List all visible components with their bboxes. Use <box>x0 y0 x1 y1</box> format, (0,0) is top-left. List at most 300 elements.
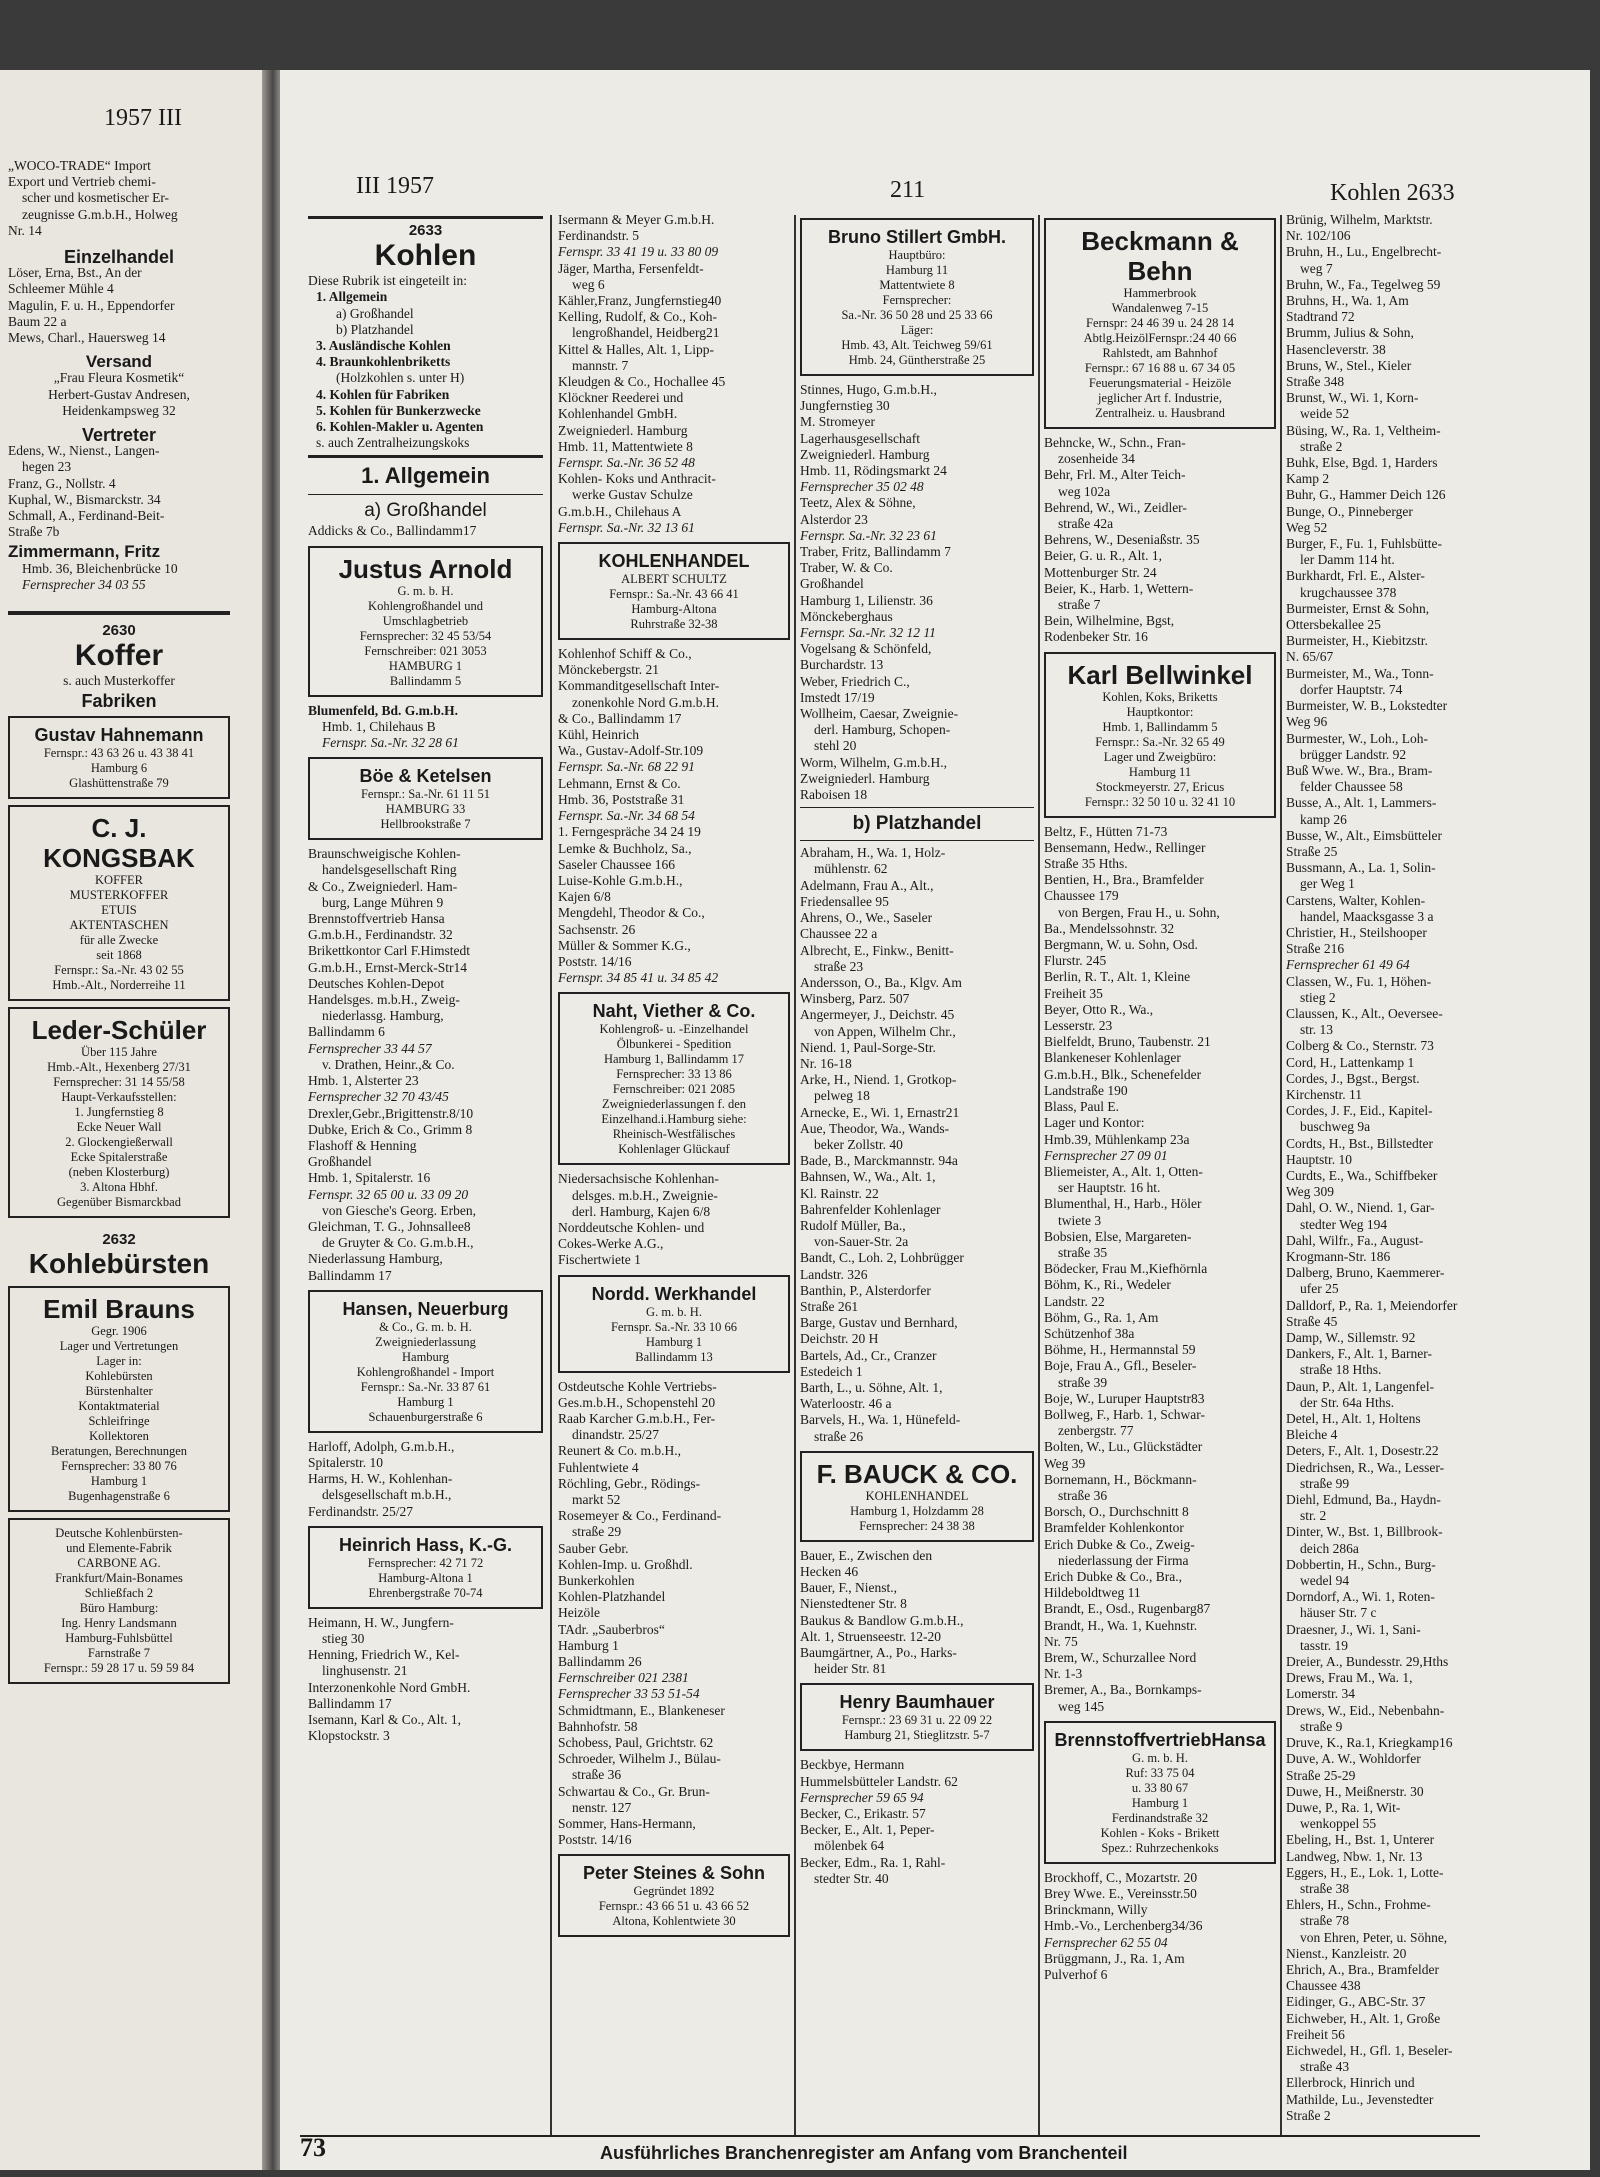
entry-line: Fernspr. 34 85 41 u. 34 85 42 <box>558 970 719 986</box>
ad-line: Ölbunkerei - Spedition <box>616 1037 732 1052</box>
entry-line: Kajen 6/8 <box>558 889 611 905</box>
versand-list <box>8 370 230 419</box>
entries-group <box>800 1548 1034 1678</box>
entry-line: Hmb. 1, Spitalerstr. 16 <box>308 1170 431 1186</box>
entry-line: s. auch Zentralheizungskoks <box>316 435 470 451</box>
entry-line: Nr. 16-18 <box>800 1055 852 1071</box>
entry-line: Becker, C., Erikastr. 57 <box>800 1806 926 1822</box>
entry-line: der Str. 64a Hths. <box>1300 1394 1395 1410</box>
entries-group <box>308 1615 543 1745</box>
entry-line: Straße 216 <box>1286 941 1345 957</box>
entry-line: Braunschweigische Kohlen- <box>308 846 461 862</box>
entry-line: Niedersachsische Kohlenhan- <box>558 1171 719 1187</box>
entry-line: zosenheide 34 <box>1058 451 1135 467</box>
baumhauer-ad <box>800 1683 1034 1751</box>
peter-steines-ad <box>558 1854 790 1937</box>
bottom-page-number: 73 <box>300 2133 326 2162</box>
ad-line: G. m. b. H. <box>397 583 454 598</box>
entry-line: Bussmann, A., La. 1, Solin- <box>1286 860 1436 876</box>
entry-line: Mengdehl, Theodor & Co., <box>558 905 705 921</box>
entry-line: delsgesellschaft m.b.H., <box>322 1487 452 1503</box>
entry-line: Angermeyer, J., Deichstr. 45 <box>800 1007 955 1023</box>
entry-line: handel, Maacksgasse 3 a <box>1300 908 1434 924</box>
einzelhandel-list <box>8 265 230 346</box>
entry-line: Behrend, W., Wi., Zeidler- <box>1044 499 1187 515</box>
entry-line: Herbert-Gustav Andresen, <box>48 386 190 402</box>
entry-line: zeugnisse G.m.b.H., Holweg <box>22 206 178 222</box>
entry-line: Beyer, Otto R., Wa., <box>1044 1001 1154 1017</box>
entry-line: Bremer, A., Ba., Bornkamps- <box>1044 1682 1202 1698</box>
entry-line: 4. Kohlen für Fabriken <box>316 386 450 402</box>
ad-line: Hmb. 1, Ballindamm 5 <box>1102 719 1218 734</box>
entry-line: Fernspr. 32 65 00 u. 33 09 20 <box>308 1186 469 1202</box>
entry-line: Bollweg, F., Harb. 1, Schwar- <box>1044 1406 1205 1422</box>
entry-line: Hmb. 11, Mattentwiete 8 <box>558 438 693 454</box>
entry-line: wenkoppel 55 <box>1300 1816 1377 1832</box>
ad-line: Ecke Neuer Wall <box>76 1119 162 1134</box>
ad-line: Rheinisch-Westfälisches <box>612 1127 736 1142</box>
entry-line: Hmb. 1, Chilehaus B <box>322 718 436 734</box>
ad-line: Heinrich Hass, K.-G. <box>338 1534 513 1555</box>
entry-line: Rudolf Müller, Ba., <box>800 1217 906 1233</box>
entry-line: Kohlen- Koks und Anthracit- <box>558 471 716 487</box>
ad-line: Hamburg 1, Holzdamm 28 <box>850 1503 984 1518</box>
ad-line: Ballindamm 13 <box>635 1349 713 1364</box>
ad-line: Hamburg 11 <box>1128 764 1192 779</box>
ad-line: Schleifringe <box>88 1413 150 1428</box>
entry-line: Beltz, F., Hütten 71-73 <box>1044 823 1168 839</box>
entry-line: Lomerstr. 34 <box>1286 1686 1355 1702</box>
entry-line: scher und kosmetischer Er- <box>22 190 170 206</box>
entry-line: Burmester, W., Loh., Loh- <box>1286 730 1428 746</box>
section-title-kohlen: Kohlen <box>374 239 477 273</box>
ad-line: Feuerungsmaterial - Heizöle <box>1088 376 1232 390</box>
entry-line: G.m.b.H., Ferdinandstr. 32 <box>308 927 453 943</box>
entry-line: Saseler Chaussee 166 <box>558 856 675 872</box>
entry-line: Hecken 46 <box>800 1564 859 1579</box>
ad-line: F. BAUCK & CO. <box>816 1458 1018 1489</box>
ad-line: Hauptkontor: <box>1126 704 1194 719</box>
entry-line: Straße 25 <box>1286 843 1338 859</box>
entry-line: Baum 22 a <box>8 313 67 329</box>
entry-line: Dahl, O. W., Niend. 1, Gar- <box>1286 1200 1435 1216</box>
ad-line: Bugenhagenstraße 6 <box>68 1488 170 1503</box>
entry-line: Deutsches Kohlen-Depot <box>308 975 445 991</box>
entry-line: & Co., Ballindamm 17 <box>558 710 682 726</box>
entry-line: Röchling, Gebr., Rödings- <box>558 1475 701 1491</box>
entry-line: Fernspr. Sa.-Nr. 32 12 11 <box>800 625 936 641</box>
entry-line: Fernsprecher 33 53 51-54 <box>558 1686 700 1702</box>
entry-line: Gleichman, T. G., Johnsallee8 <box>308 1218 471 1234</box>
entry-line: twiete 3 <box>1058 1212 1102 1228</box>
entry-line: stehl 20 <box>814 738 857 754</box>
ad-line: u. 33 80 67 <box>1131 1780 1189 1795</box>
ad-line: Lager und Zweigbüro: <box>1103 749 1217 764</box>
entry-line: Schwartau & Co., Gr. Brun- <box>558 1783 710 1799</box>
ad-line: Henry Baumhauer <box>839 1692 995 1713</box>
right-running-head-right: Kohlen 2633 <box>1330 180 1455 206</box>
ad-line: Hamburg 1 <box>645 1334 703 1349</box>
ad-line: Kollektoren <box>89 1428 149 1443</box>
entry-line: N. 65/67 <box>1286 649 1334 665</box>
ad-line: Hamburg 11 <box>885 263 949 277</box>
ad-line: (neben Klosterburg) <box>68 1164 170 1179</box>
entry-line: Spitalerstr. 10 <box>308 1454 383 1470</box>
entries-group <box>800 845 1034 1445</box>
entry-line: Hmb.39, Mühlenkamp 23a <box>1044 1131 1190 1147</box>
entry-line: Daun, P., Alt. 1, Langenfel- <box>1286 1378 1435 1394</box>
entry-line: straße 2 <box>1300 438 1343 454</box>
ad-line: Ruhrstraße 32-38 <box>630 617 718 632</box>
entries-group <box>1286 212 1522 2124</box>
entry-line: str. 13 <box>1300 1022 1334 1038</box>
ad-line: Umschlagbetrieb <box>382 613 469 628</box>
entry-line: TAdr. „Sauberbros“ <box>558 1621 665 1637</box>
ad-line: seit 1868 <box>96 947 142 962</box>
column-1 <box>308 212 543 1744</box>
entry-line: Zweigniederl. Hamburg <box>800 770 930 786</box>
ad-line: Kohlen - Koks - Brikett <box>1100 1825 1220 1840</box>
vertreter-heading: Vertreter <box>81 425 157 446</box>
entry-line: weg 7 <box>1300 260 1333 276</box>
ad-line: Fernspr.: 67 16 88 u. 67 34 05 <box>1084 361 1236 375</box>
ad-line: 2. Glockengießerwall <box>65 1134 173 1149</box>
entry-line: Reunert & Co. m.b.H., <box>558 1443 681 1459</box>
entry-line: Buhk, Else, Bgd. 1, Harders <box>1286 455 1438 471</box>
ad-line: G. m. b. H. <box>1132 1750 1188 1765</box>
entry-line: de Gruyter & Co. G.m.b.H., <box>322 1235 474 1251</box>
entry-line: Schützenhof 38a <box>1044 1325 1135 1341</box>
entries-group <box>308 846 543 1283</box>
entry-line: straße 39 <box>1058 1374 1108 1390</box>
entry-line: Fernschreiber 021 2381 <box>558 1670 689 1686</box>
entry-line: Behrens, W., Deseniaßstr. 35 <box>1044 532 1200 548</box>
ad-line: Fernsprecher: 33 80 76 <box>61 1458 177 1473</box>
entry-line: weg 6 <box>572 276 605 292</box>
entry-line: Boje, Frau A., Gfl., Beseler- <box>1044 1358 1197 1374</box>
entry-line: Hildeboldtweg 11 <box>1044 1585 1141 1601</box>
entries-group <box>558 1379 790 1849</box>
ad-line: Emil Brauns <box>43 1293 195 1324</box>
ad-line: Hmb. 24, Güntherstraße 25 <box>848 353 986 367</box>
right-page <box>280 70 1590 2170</box>
ad-line: C. J. KONGSBAK <box>43 812 195 873</box>
ad-line: KOHLENHANDEL <box>865 1488 969 1503</box>
entry-line: Kohlen-Platzhandel <box>558 1589 666 1605</box>
ad-line: Fernspr.: 43 63 26 u. 43 38 41 <box>43 745 195 760</box>
entry-line: 1. Allgemein <box>316 289 388 305</box>
entry-line: M. Stromeyer <box>800 414 875 430</box>
ad-line: jeglicher Art f. Industrie, <box>1098 391 1222 405</box>
ad-line: Hmb.-Alt., Hexenberg 27/31 <box>47 1059 191 1074</box>
entry-line: Böhme, H., Hermannstal 59 <box>1044 1342 1196 1358</box>
addicks-entry: Addicks & Co., Ballindamm17 <box>308 523 477 539</box>
entry-line: ler Damm 114 ht. <box>1300 552 1395 568</box>
entry-line: niederlassg. Hamburg, <box>322 1008 444 1024</box>
column-2 <box>558 212 790 1943</box>
entry-line: Diehl, Edmund, Ba., Haydn- <box>1286 1492 1441 1508</box>
entry-line: stieg 2 <box>1300 989 1336 1005</box>
entry-line: Wollheim, Caesar, Zweignie- <box>800 706 959 722</box>
entry-line: Becker, E., Alt. 1, Peper- <box>800 1822 935 1838</box>
ad-line: Hmb.-Alt., Norderreihe 11 <box>52 977 186 992</box>
entry-line: brügger Landstr. 92 <box>1300 746 1407 762</box>
entry-line: beker Zollstr. 40 <box>814 1136 903 1152</box>
entry-line: Stinnes, Hugo, G.m.b.H., <box>800 382 937 397</box>
ad-line: CARBONE AG. <box>77 1555 161 1570</box>
entry-line: Hmb. 36, Bleichenbrücke 10 <box>22 560 178 576</box>
entry-line: Lager und Kontor: <box>1044 1115 1145 1131</box>
bauck-ad <box>800 1451 1034 1542</box>
ad-line: ETUIS <box>101 902 137 917</box>
entry-line: Bruhn, W., Fa., Tegelweg 59 <box>1286 276 1441 292</box>
entry-line: Brumm, Julius & Sohn, <box>1286 325 1414 341</box>
entry-line: Mews, Charl., Hauersweg 14 <box>8 330 166 346</box>
ad-line: Fernsprecher: 42 71 72 <box>367 1555 484 1570</box>
entry-line: ser Hauptstr. 16 ht. <box>1058 1180 1161 1196</box>
entry-line: Bolten, W., Lu., Glückstädter <box>1044 1439 1203 1455</box>
ad-line: Hamburg-Fuhlsbüttel <box>65 1630 173 1645</box>
entry-line: Fernspr. 33 41 19 u. 33 80 09 <box>558 244 719 260</box>
ad-line: Deutsche Kohlenbürsten- <box>55 1525 183 1540</box>
entry-line: Cordts, H., Bst., Billstedter <box>1286 1135 1434 1151</box>
entry-line: Vogelsang & Schönfeld, <box>800 641 932 657</box>
entry-line: Bunge, O., Pinneberger <box>1286 503 1413 519</box>
ad-line: & Co., G. m. b. H. <box>379 1319 472 1334</box>
entry-line: G.m.b.H., Blk., Schenefelder <box>1044 1066 1202 1082</box>
entry-line: Bruhns, H., Wa. 1, Am <box>1286 293 1409 309</box>
ad-line: Kohlengroßhandel und <box>368 598 483 613</box>
entry-line: Niederlassung Hamburg, <box>308 1251 443 1267</box>
entry-line: Burkhardt, Frl. E., Alster- <box>1286 568 1425 584</box>
ad-line: Kohlengroß- u. -Einzelhandel <box>599 1022 749 1037</box>
ad-line: Ing. Henry Landsmann <box>61 1615 177 1630</box>
entry-line: Magulin, F. u. H., Eppendorfer <box>8 297 175 313</box>
entry-line: Luise-Kohle G.m.b.H., <box>558 872 683 888</box>
entry-line: Bahrenfelder Kohlenlager <box>800 1201 941 1217</box>
entry-line: Beckbye, Hermann <box>800 1757 905 1773</box>
ad-line: ALBERT SCHULTZ <box>621 572 727 587</box>
entry-line: Bauer, E., Zwischen den <box>800 1547 933 1563</box>
boee-ketelsen-ad <box>308 757 543 840</box>
ad-line: Ecke Spitalerstraße <box>70 1149 168 1164</box>
entry-line: Ebeling, H., Bst. 1, Unterer <box>1286 1832 1435 1848</box>
entry-line: Weg 309 <box>1286 1184 1335 1200</box>
entry-line: Cord, H., Lattenkamp 1 <box>1286 1054 1415 1070</box>
entry-line: zonenkohle Nord G.m.b.H. <box>572 694 719 710</box>
column-5 <box>1286 212 1522 2124</box>
entry-line: Pulverhof 6 <box>1044 1967 1108 1983</box>
ad-line: Glashüttenstraße 79 <box>69 775 169 790</box>
versand-heading: Versand <box>85 352 153 372</box>
entry-line: Ballindamm 26 <box>558 1654 642 1669</box>
entry-line: von Giesche's Georg. Erben, <box>322 1202 477 1218</box>
entry-line: Heidenkampsweg 32 <box>62 402 176 418</box>
ad-line: Leder-Schüler <box>31 1014 207 1045</box>
entry-line: Diedrichsen, R., Wa., Lesser- <box>1286 1459 1445 1475</box>
ad-line: Fernsprecher: 31 14 55/58 <box>53 1074 185 1089</box>
entry-line: Isemann, Karl & Co., Alt. 1, <box>308 1711 461 1727</box>
entry-line: Barth, L., u. Söhne, Alt. 1, <box>800 1379 943 1395</box>
entry-line: Böhm, K., Ri., Wedeler <box>1044 1277 1171 1293</box>
ad-line: HAMBURG 1 <box>388 658 463 673</box>
entry-line: Imstedt 17/19 <box>800 689 875 705</box>
entry-line: Bruns, W., Stel., Kieler <box>1286 357 1412 373</box>
entry-line: Fernsprecher 27 09 01 <box>1044 1147 1168 1163</box>
entry-line: Hamburg 1, Lilienstr. 36 <box>800 592 933 608</box>
entry-line: Lagerhausgesellschaft <box>800 430 920 446</box>
entry-line: Brey Wwe. E., Vereinsstr.50 <box>1044 1886 1197 1902</box>
woco-trade-entry <box>8 158 230 239</box>
ad-line: Wandalenweg 7-15 <box>1111 301 1209 315</box>
entry-line: Weber, Friedrich C., <box>800 673 910 689</box>
entry-line: Straße 2 <box>1286 2107 1331 2123</box>
left-page <box>0 70 262 2170</box>
karl-bellwinkel-ad <box>1044 652 1276 818</box>
entry-line: Eidinger, G., ABC-Str. 37 <box>1286 1994 1426 2010</box>
brauns-ad <box>8 1286 230 1512</box>
entry-line: niederlassung der Firma <box>1058 1552 1189 1568</box>
entry-line: burg, Lange Mühren 9 <box>322 894 444 910</box>
entry-line: Norddeutsche Kohlen- und <box>558 1219 705 1235</box>
entry-line: kamp 26 <box>1300 811 1347 827</box>
entry-line: Busse, W., Alt., Eimsbütteler <box>1286 827 1443 843</box>
ad-line: Spez.: Ruhrzechenkoks <box>1101 1840 1219 1855</box>
entry-line: straße 36 <box>1058 1487 1108 1503</box>
entry-line: von Appen, Wilhelm Chr., <box>814 1023 956 1039</box>
entry-line: Zweigniederl. Hamburg <box>800 446 930 462</box>
entry-line: Bartels, Ad., Cr., Cranzer <box>800 1347 937 1363</box>
ad-line: Bürstenhalter <box>85 1383 153 1398</box>
vertreter-list <box>8 443 230 540</box>
entry-line: Hmb. 36, Poststraße 31 <box>558 791 685 807</box>
entry-line: Poststr. 14/16 <box>558 953 632 969</box>
entry-line: b) Platzhandel <box>336 321 414 337</box>
entry-line: Fernspr. Sa.-Nr. 32 13 61 <box>558 519 695 535</box>
ad-line: Justus Arnold <box>338 553 513 584</box>
entry-line: Jäger, Martha, Fersenfeldt- <box>558 260 704 276</box>
carbone-ad <box>8 1518 230 1684</box>
ad-line: Einzelhand.i.Hamburg siehe: <box>601 1112 747 1127</box>
entry-line: Weg 96 <box>1286 714 1328 730</box>
ad-line: 3. Altona Hbhf. <box>80 1179 158 1194</box>
entry-line: Kohlenhof Schiff & Co., <box>558 646 692 662</box>
ad-line: Hauptbüro: <box>888 248 946 262</box>
rule <box>308 494 543 495</box>
entry-line: Hasencleverstr. 38 <box>1286 341 1386 357</box>
entry-line: Dreier, A., Bundesstr. 29,Hths <box>1286 1654 1449 1670</box>
entry-line: Fernsprecher 34 03 55 <box>22 576 146 592</box>
entry-line: Fernspr. Sa.-Nr. 34 68 54 <box>558 808 695 824</box>
entry-line: Krogmann-Str. 186 <box>1286 1249 1391 1264</box>
entry-line: Bade, B., Marckmannstr. 94a <box>800 1153 958 1169</box>
ad-line: Hamburg 1, Ballindamm 17 <box>603 1052 745 1067</box>
entry-line: G.m.b.H., Chilehaus A <box>558 503 682 519</box>
entry-line: Ottersbekallee 25 <box>1286 617 1381 633</box>
ad-line: Fernspr. Sa.-Nr. 33 10 66 <box>610 1319 738 1334</box>
bruno-stillert-ad <box>800 218 1034 376</box>
entry-line: Heizöle <box>558 1605 600 1621</box>
ad-line: Fernspr.: Sa.-Nr. 43 02 55 <box>54 962 184 977</box>
ad-line: 1. Jungfernstieg 8 <box>74 1104 164 1119</box>
ad-line: Hellbrookstraße 7 <box>380 817 471 832</box>
entry-line: Burmeister, M., Wa., Tonn- <box>1286 665 1434 681</box>
entry-line: Kohlen-Imp. u. Großhdl. <box>558 1556 693 1572</box>
ad-line: Fernsprecher: 32 45 53/54 <box>359 628 492 643</box>
ad-line: Gustav Hahnemann <box>34 724 204 745</box>
entry-line: lengroßhandel, Heidberg21 <box>572 325 720 341</box>
entry-line: Nr. 14 <box>8 222 42 238</box>
entry-line: Niend. 1, Paul-Sorge-Str. <box>800 1039 936 1055</box>
entry-line: Franz, G., Nollstr. 4 <box>8 475 116 491</box>
entry-line: Adelmann, Frau A., Alt., <box>800 877 934 893</box>
entry-line: Blumenthal, H., Harb., Höler <box>1044 1196 1202 1212</box>
entry-line: Landstr. 326 <box>800 1266 868 1282</box>
ad-line: Beckmann & Behn <box>1081 226 1239 286</box>
entries-group <box>800 382 1034 803</box>
entry-line: Bein, Wilhelmine, Bgst, <box>1044 613 1175 629</box>
ad-line: Karl Bellwinkel <box>1067 659 1253 690</box>
entry-line: Freiheit 35 <box>1044 985 1103 1001</box>
page-number: 211 <box>890 177 926 203</box>
entry-line: stedter Str. 40 <box>814 1870 889 1886</box>
entry-line: Müller & Sommer K.G., <box>558 937 691 953</box>
brennstoff-hansa-ad <box>1044 1721 1276 1864</box>
entry-line: Brockhoff, C., Mozartstr. 20 <box>1044 1869 1198 1885</box>
entry-line: Cordes, J. F., Eid., Kapitel- <box>1286 1103 1433 1119</box>
ad-line: Hamburg 1 <box>90 1473 148 1488</box>
ad-line: AKTENTASCHEN <box>69 917 169 932</box>
entry-line: Böhm, G., Ra. 1, Am <box>1044 1309 1159 1325</box>
entry-line: & Co., Zweigniederl. Ham- <box>308 878 458 894</box>
entry-line: Friedensallee 95 <box>800 893 889 909</box>
entry-line: dinandstr. 25/27 <box>572 1427 659 1443</box>
entry-line: Deichstr. 20 H <box>800 1331 879 1347</box>
entry-line: Bielfeldt, Bruno, Taubenstr. 21 <box>1044 1034 1211 1050</box>
entry-line: Drexler,Gebr.,Brigittenstr.8/10 <box>308 1105 474 1121</box>
entry-line: Colberg & Co., Sternstr. 73 <box>1286 1038 1434 1054</box>
entry-line: delsges. m.b.H., Zweignie- <box>572 1187 718 1203</box>
entry-line: straße 36 <box>572 1767 622 1783</box>
ad-line: Abtlg.HeizölFernspr.:24 40 66 <box>1083 331 1237 345</box>
entry-line: Fernspr. Sa.-Nr. 68 22 91 <box>558 759 695 775</box>
fabriken-heading: Fabriken <box>81 691 157 712</box>
entry-line: v. Drathen, Heinr.,& Co. <box>322 1056 455 1072</box>
entry-line: markt 52 <box>572 1491 621 1507</box>
ad-line: Gegenüber Bismarckbad <box>57 1194 181 1209</box>
entry-line: Nienst., Kanzleistr. 20 <box>1286 1945 1407 1961</box>
entry-line: Poststr. 14/16 <box>558 1832 632 1848</box>
entry-line: Ballindamm 6 <box>308 1024 385 1040</box>
entry-line: Nr. 75 <box>1044 1633 1078 1649</box>
entry-line: Hummelsbütteler Landstr. 62 <box>800 1773 958 1789</box>
entry-line: tasstr. 19 <box>1300 1637 1349 1653</box>
entry-line: Löser, Erna, Bst., An der <box>8 265 142 281</box>
entry-line: Bliemeister, A., Alt. 1, Otten- <box>1044 1163 1203 1179</box>
ad-line: Fernschreiber: 021 2085 <box>612 1082 736 1097</box>
entry-line: Beier, K., Harb. 1, Wettern- <box>1044 580 1194 596</box>
entry-line: ufer 25 <box>1300 1281 1339 1297</box>
entry-line: Carstens, Walter, Kohlen- <box>1286 892 1426 908</box>
entry-line: Baumgärtner, A., Po., Harks- <box>800 1645 957 1661</box>
rubric-toc <box>308 289 543 451</box>
entry-line: straße 26 <box>814 1428 864 1444</box>
entry-line: Abraham, H., Wa. 1, Holz- <box>800 845 946 861</box>
entry-line: Bornemann, H., Böckmann- <box>1044 1471 1197 1487</box>
section-title-kohlebuersten: Kohlebürsten <box>28 1247 210 1279</box>
entry-line: Bandt, C., Loh. 2, Lohbrügger <box>800 1250 964 1266</box>
entry-line: pelweg 18 <box>814 1088 870 1104</box>
